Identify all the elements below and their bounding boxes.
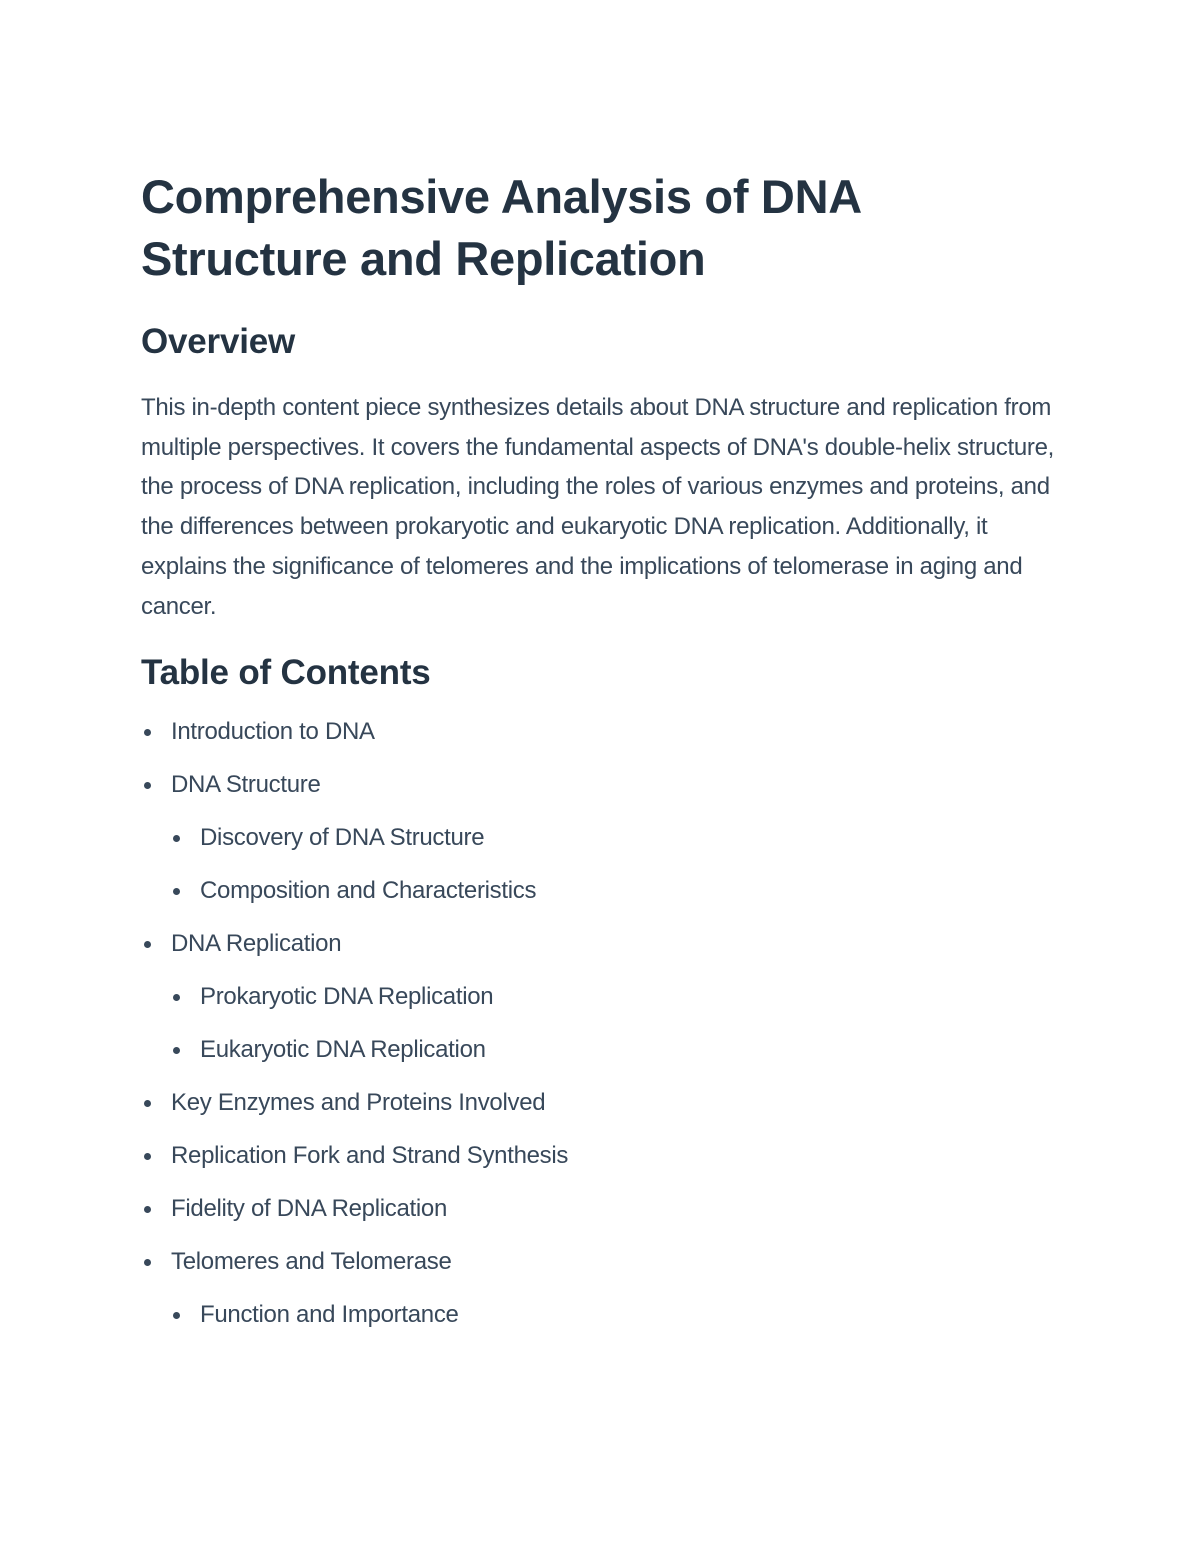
- bullet-icon: [144, 729, 151, 736]
- toc-subitem: [141, 984, 1061, 1010]
- toc-item-label: Composition and Characteristics: [200, 877, 537, 905]
- toc-subitem: [141, 1302, 1061, 1328]
- overview-heading: Overview: [141, 322, 296, 361]
- bullet-icon: [144, 941, 151, 948]
- toc-item-label: Replication Fork and Strand Synthesis: [171, 1142, 569, 1170]
- toc-item-label: Telomeres and Telomerase: [171, 1248, 452, 1276]
- bullet-icon: [173, 888, 180, 895]
- toc-item-label: Introduction to DNA: [171, 718, 375, 746]
- toc-item-label: Eukaryotic DNA Replication: [200, 1036, 486, 1064]
- toc-item: [141, 772, 1061, 798]
- toc-subitem: [141, 1037, 1061, 1063]
- bullet-icon: [144, 1100, 151, 1107]
- toc-item: [141, 1249, 1061, 1275]
- toc-item-label: Discovery of DNA Structure: [200, 824, 485, 852]
- document-title: Comprehensive Analysis of DNA Structure and Replication: [141, 170, 861, 285]
- toc-item-label: DNA Structure: [171, 771, 321, 799]
- bullet-icon: [144, 1153, 151, 1160]
- toc-item-label: Key Enzymes and Proteins Involved: [171, 1089, 546, 1117]
- bullet-icon: [144, 1206, 151, 1213]
- toc-item-label: Function and Importance: [200, 1301, 459, 1329]
- toc-item: [141, 1090, 1061, 1116]
- bullet-icon: [144, 782, 151, 789]
- toc-item: [141, 1196, 1061, 1222]
- toc-subitem: [141, 878, 1061, 904]
- toc-item-label: DNA Replication: [171, 930, 342, 958]
- document-page: [141, 166, 1061, 1355]
- bullet-icon: [144, 1259, 151, 1266]
- toc-item: [141, 719, 1061, 745]
- toc-item-label: Fidelity of DNA Replication: [171, 1195, 448, 1223]
- toc-heading: Table of Contents: [141, 653, 431, 693]
- overview-paragraph: This in-depth content piece synthesizes details about DNA structure and replication from multiple perspectives. It covers the fundamental aspects of DNA's double-helix structure, the process of DNA replication, including the roles of various enzymes and proteins, and the differences between prokaryotic and eukaryotic DNA replication. Additionally, it explains the significance of telomeres and the implications of telomerase in aging and cancer.: [141, 394, 1054, 620]
- bullet-icon: [173, 835, 180, 842]
- toc-item: [141, 931, 1061, 957]
- bullet-icon: [173, 1047, 180, 1054]
- toc-item-label: Prokaryotic DNA Replication: [200, 983, 494, 1011]
- table-of-contents: [141, 719, 1061, 1328]
- toc-item: [141, 1143, 1061, 1169]
- bullet-icon: [173, 994, 180, 1001]
- toc-subitem: [141, 825, 1061, 851]
- bullet-icon: [173, 1312, 180, 1319]
